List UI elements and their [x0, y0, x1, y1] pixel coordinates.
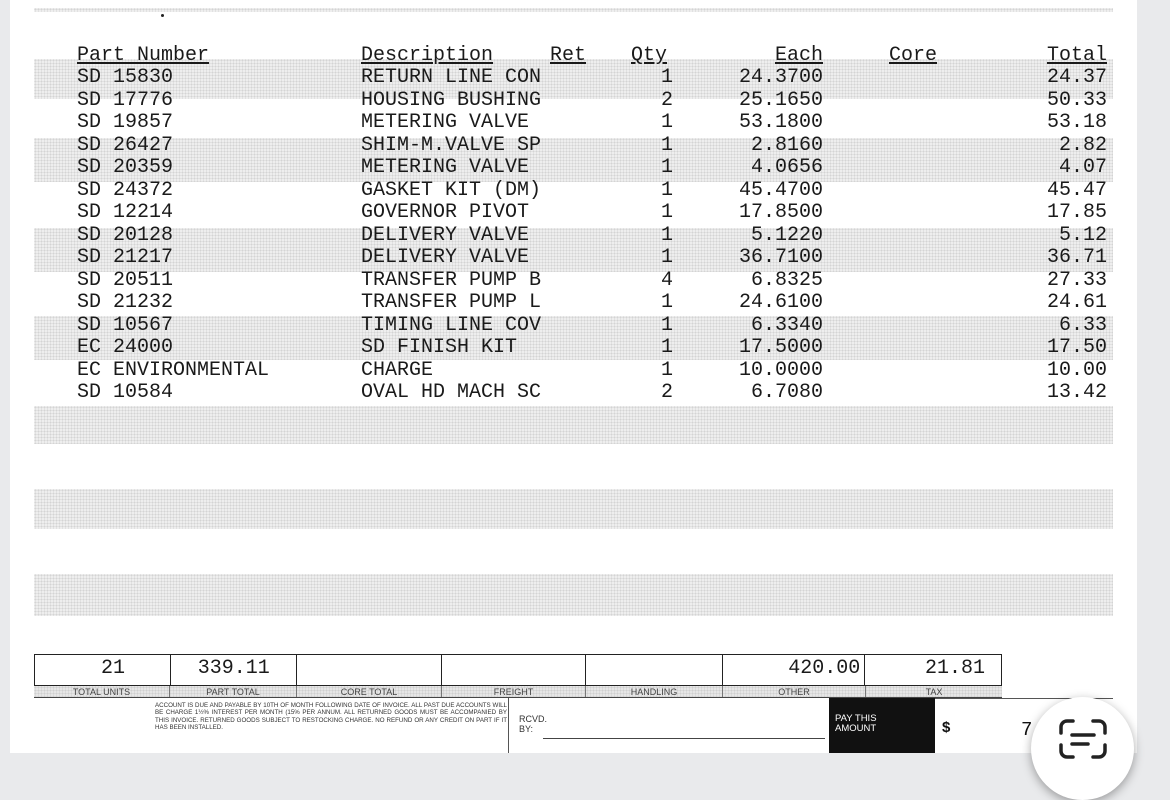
cell-qty: 1: [660, 291, 673, 314]
other-cell: [723, 655, 866, 685]
label-freight: FREIGHT: [442, 686, 586, 697]
cell-total: 13.42: [1046, 381, 1107, 404]
cell-qty: 1: [660, 66, 673, 89]
label-part-total: PART TOTAL: [170, 686, 297, 697]
cell-total: 6.33: [1058, 313, 1107, 337]
cell-part-number: SD 24372: [77, 178, 174, 202]
total-units-cell: [35, 655, 171, 685]
totals-box: [34, 654, 1002, 686]
cell-total: 10.00: [1046, 358, 1107, 382]
cell-description: DELIVERY VALVE: [361, 246, 530, 269]
cell-qty: 4: [660, 268, 673, 292]
cell-qty: 1: [660, 313, 673, 337]
cell-each: 6.3340: [750, 313, 823, 337]
cell-description: METERING VALVE: [361, 111, 530, 134]
header-qty: Qty: [631, 44, 668, 67]
paper-band: [34, 8, 1113, 12]
cell-description: GOVERNOR PIVOT: [361, 201, 530, 224]
header-total: Total: [1046, 44, 1107, 67]
label-other: OTHER: [723, 686, 866, 697]
cell-part-number: SD 10567: [77, 313, 174, 337]
cell-part-number: SD 26427: [77, 133, 174, 157]
cell-description: OVAL HD MACH SC: [361, 381, 542, 404]
pay-this-amount-box: [829, 698, 935, 753]
cell-part-number: SD 21217: [77, 246, 174, 269]
paper-band: [34, 574, 1113, 616]
cell-each: 6.8325: [750, 268, 823, 292]
cell-total: 45.47: [1046, 178, 1107, 202]
cell-part-number: SD 19857: [77, 111, 174, 134]
cell-total: 53.18: [1046, 111, 1107, 134]
header-ret: Ret: [550, 44, 587, 67]
cell-total: 4.07: [1058, 156, 1107, 179]
cell-qty: 1: [660, 111, 673, 134]
cell-description: TIMING LINE COV: [361, 313, 542, 337]
paper-band: [34, 138, 1113, 182]
stray-mark: [161, 14, 164, 17]
total-units-value: 21: [101, 657, 126, 680]
cell-description: SHIM-M.VALVE SP: [361, 133, 542, 157]
paper-band: [34, 406, 1113, 444]
amount-due-value: 7: [1021, 719, 1033, 741]
label-core-total: CORE TOTAL: [297, 686, 442, 697]
currency-symbol: $: [942, 719, 951, 736]
cell-total: 36.71: [1046, 246, 1107, 269]
cell-total: 24.61: [1046, 291, 1107, 314]
cell-each: 36.7100: [738, 246, 823, 269]
header-description: Description: [361, 44, 494, 67]
cell-description: TRANSFER PUMP L: [361, 291, 542, 314]
cell-qty: 2: [660, 381, 673, 404]
cell-description: CHARGE: [361, 358, 434, 382]
cell-part-number: SD 20511: [77, 268, 174, 292]
header-each: Each: [774, 44, 823, 67]
cell-total: 27.33: [1046, 268, 1107, 292]
label-tax: TAX: [925, 687, 943, 697]
cell-description: HOUSING BUSHING: [361, 88, 542, 112]
cell-description: TRANSFER PUMP B: [361, 268, 542, 292]
cell-description: GASKET KIT (DM): [361, 178, 542, 202]
cell-each: 4.0656: [750, 156, 823, 179]
core-total-cell: [297, 655, 442, 685]
paper-band: [34, 313, 1113, 360]
received-by-label: RCVD. BY:: [519, 714, 548, 734]
cell-qty: 2: [660, 88, 673, 112]
cell-qty: 1: [660, 223, 673, 247]
cell-description: RETURN LINE CON: [361, 66, 542, 89]
cell-qty: 1: [660, 133, 673, 157]
cell-part-number: SD 21232: [77, 291, 174, 314]
payment-terms: ACCOUNT IS DUE AND PAYABLE BY 10TH OF MONTH FOLLOWING DATE OF INVOICE. ALL PAST DUE ACCOUNTS WILL BE CHARGE 1½% INTEREST PER MONTH (15% PER ANNUM. ALL RETURNED GOODS MUST BE ACCOMPANIED BY THIS INVOICE. RETURNED GOODS SUBJECT TO RESTOCKING CHARGE. NO REFUND OR ANY CREDIT ON PART IF IT HAS BEEN INSTALLED.: [155, 702, 507, 732]
cell-part-number: SD 15830: [77, 66, 174, 89]
cell-total: 5.12: [1058, 223, 1107, 247]
cell-total: 2.82: [1058, 133, 1107, 157]
cell-each: 45.4700: [738, 178, 823, 202]
cell-part-number: EC ENVIRONMENTAL: [77, 358, 270, 382]
cell-description: SD FINISH KIT: [361, 336, 518, 359]
part-total-cell: [171, 655, 298, 685]
cell-qty: 1: [660, 178, 673, 202]
cell-description: DELIVERY VALVE: [361, 223, 530, 247]
cell-qty: 1: [660, 201, 673, 224]
header-part-number: Part Number: [77, 44, 210, 67]
cell-each: 24.6100: [738, 291, 823, 314]
paper-band: [34, 489, 1113, 529]
cell-total: 50.33: [1046, 88, 1107, 112]
handling-cell: [586, 655, 723, 685]
received-by-box: [508, 698, 829, 753]
cell-part-number: SD 20128: [77, 223, 174, 247]
header-core: Core: [889, 44, 938, 67]
cell-each: 6.7080: [750, 381, 823, 404]
freight-cell: [442, 655, 586, 685]
tax-cell: [865, 655, 1001, 685]
cell-each: 25.1650: [738, 88, 823, 112]
cell-part-number: SD 10584: [77, 381, 174, 404]
cell-qty: 1: [660, 358, 673, 382]
cell-total: 17.85: [1046, 201, 1107, 224]
cell-total: 24.37: [1046, 66, 1107, 89]
part-total-value: 339.11: [197, 657, 270, 680]
cell-each: 53.1800: [738, 111, 823, 134]
other-value: 420.00: [788, 657, 861, 680]
label-total-units: TOTAL UNITS: [34, 686, 170, 697]
label-handling: HANDLING: [586, 686, 723, 697]
cell-each: 24.3700: [738, 66, 823, 89]
cell-part-number: SD 17776: [77, 88, 174, 112]
cell-description: METERING VALVE: [361, 156, 530, 179]
cell-qty: 1: [660, 156, 673, 179]
pay-this-amount-label: PAY THIS AMOUNT: [835, 713, 877, 734]
scan-text-icon: [1057, 717, 1109, 761]
cell-part-number: SD 20359: [77, 156, 174, 179]
cell-total: 17.50: [1046, 336, 1107, 359]
invoice-page: [10, 0, 1137, 753]
totals-labels: [34, 686, 1002, 698]
scan-text-button[interactable]: [1031, 697, 1134, 800]
cell-qty: 1: [660, 336, 673, 359]
cell-each: 17.8500: [738, 201, 823, 224]
cell-qty: 1: [660, 246, 673, 269]
cell-part-number: EC 24000: [77, 336, 174, 359]
cell-each: 17.5000: [738, 336, 823, 359]
tax-value: 21.81: [924, 657, 985, 680]
paper-band: [34, 228, 1113, 272]
signature-line: [543, 738, 825, 739]
cell-each: 10.0000: [738, 358, 823, 382]
cell-each: 5.1220: [750, 223, 823, 247]
cell-part-number: SD 12214: [77, 201, 174, 224]
cell-each: 2.8160: [750, 133, 823, 157]
